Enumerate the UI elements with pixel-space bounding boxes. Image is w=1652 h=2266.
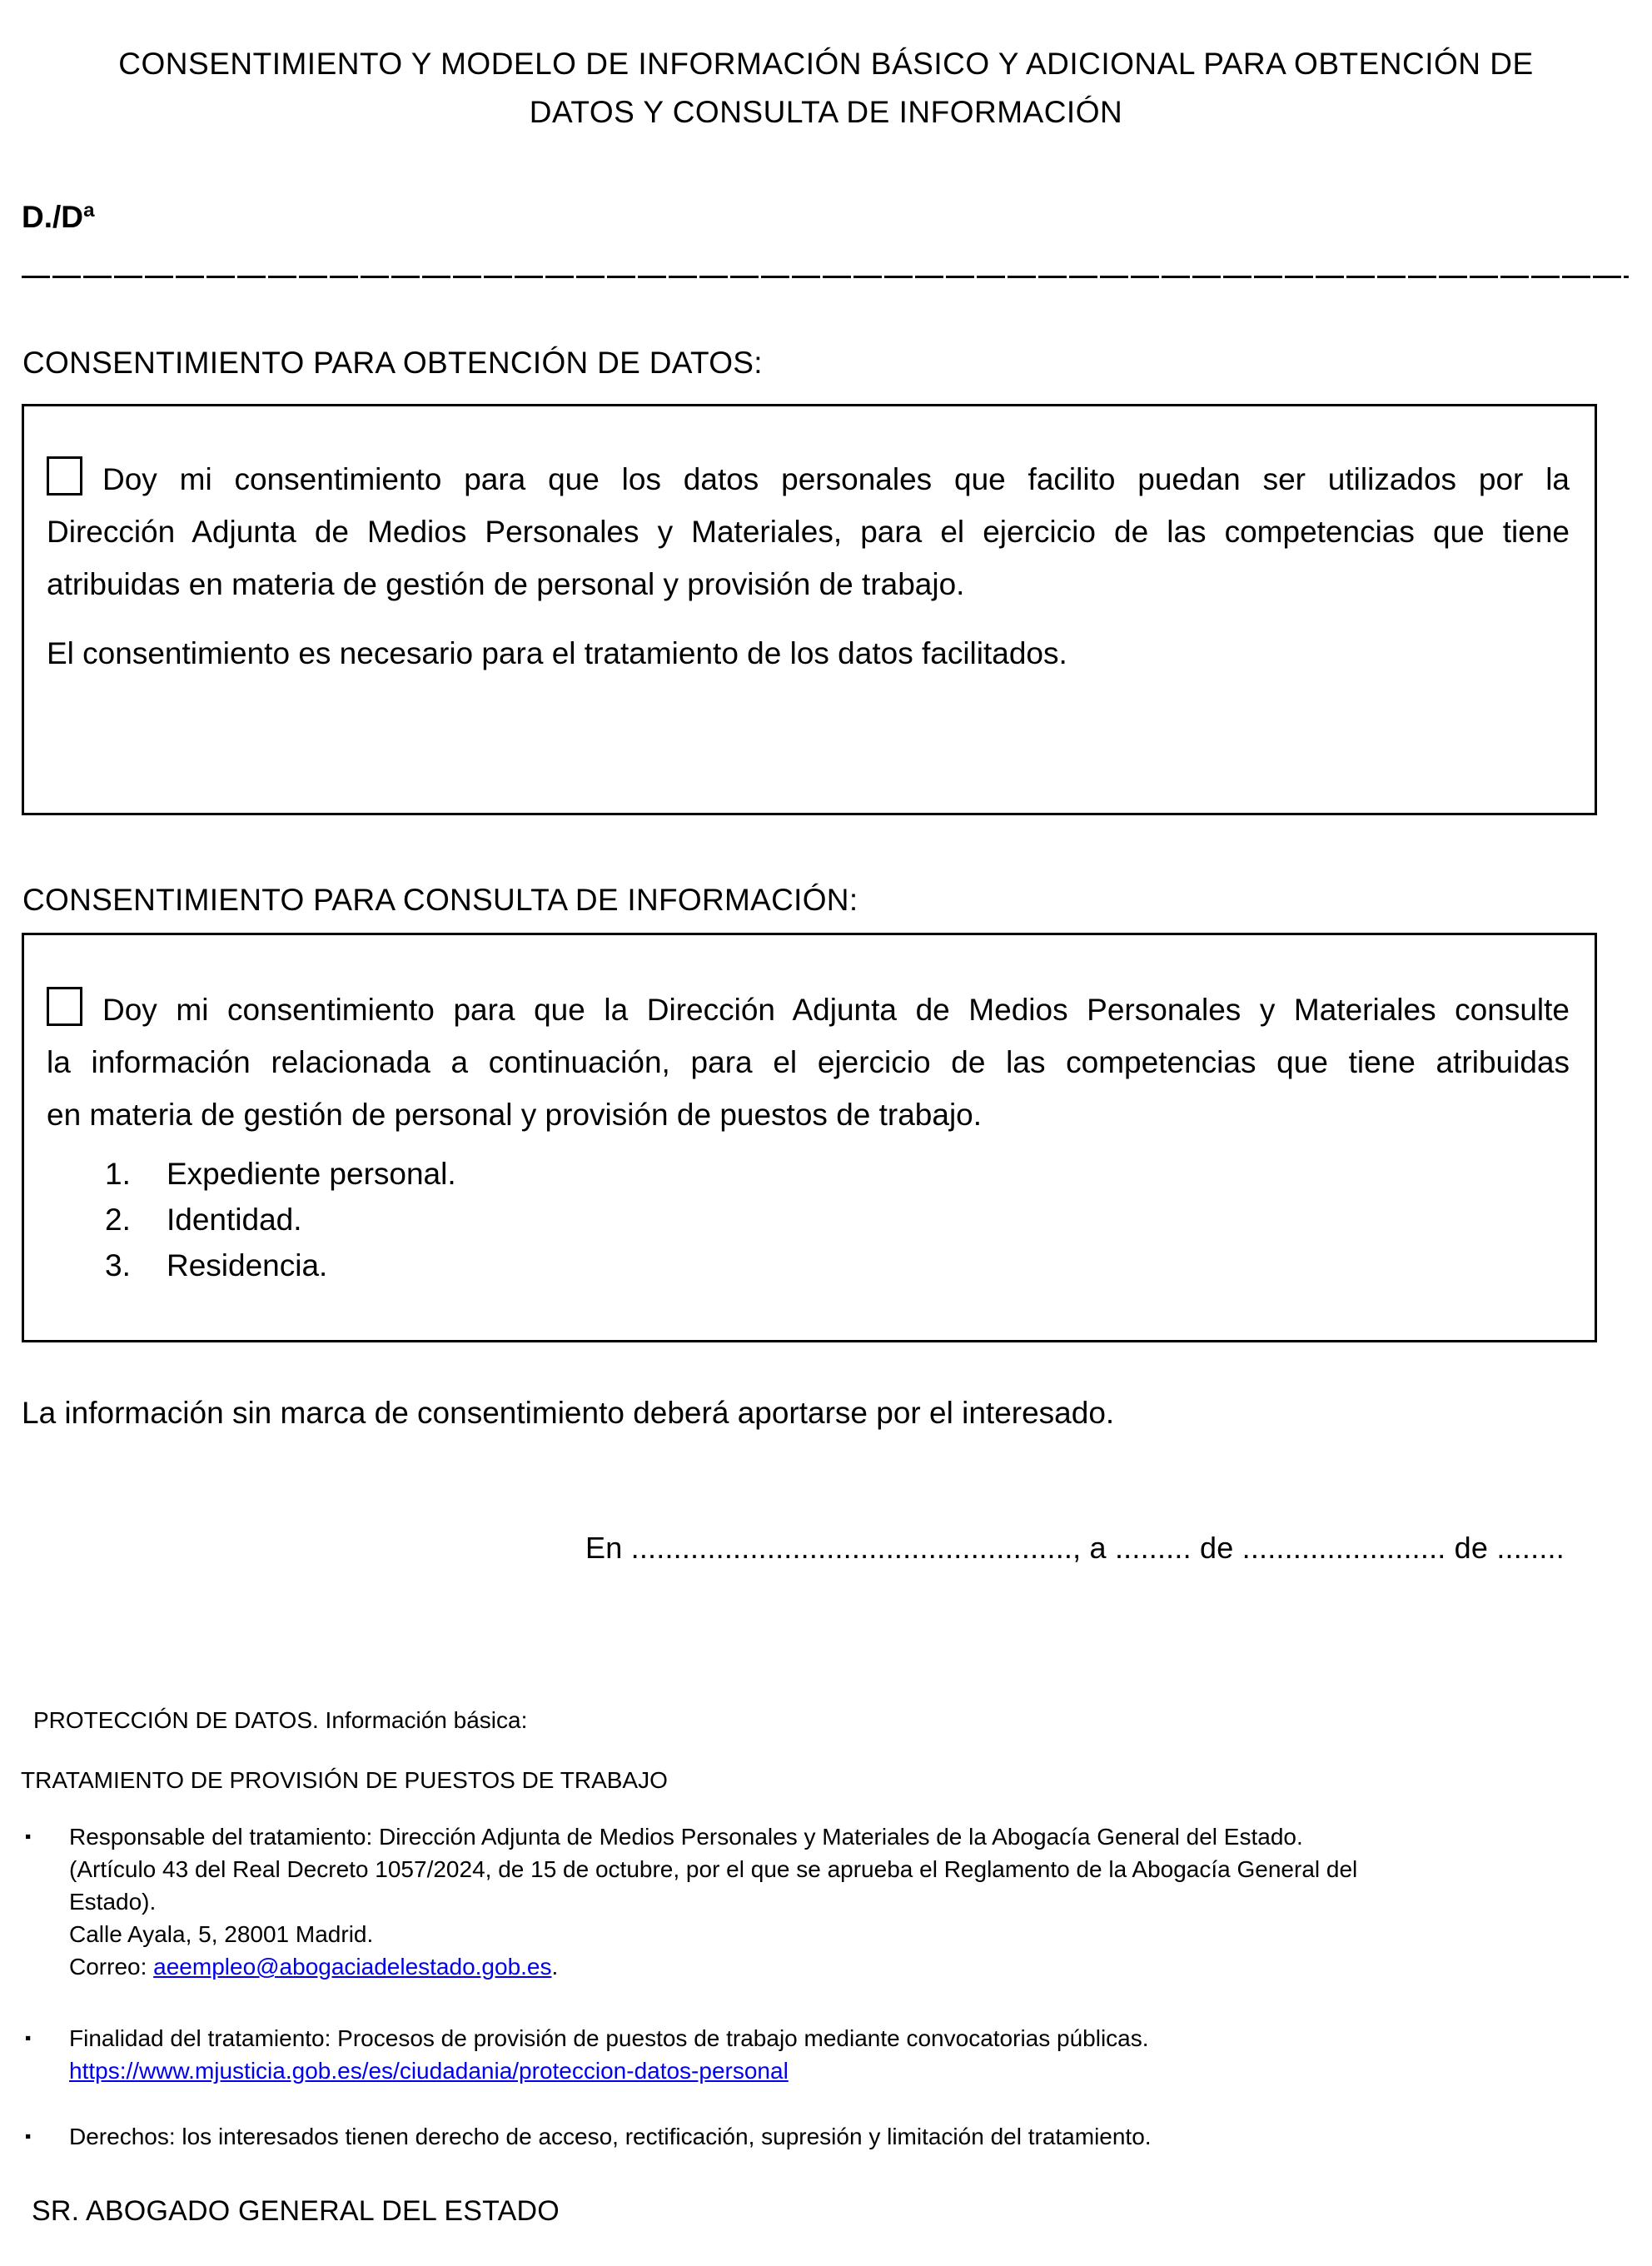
closing-addressee: SR. ABOGADO GENERAL DEL ESTADO	[32, 2195, 560, 2227]
consent-checkbox-obtencion[interactable]	[47, 456, 82, 496]
list-item	[105, 1151, 1570, 1197]
square-bullet-icon: ▪	[25, 2029, 32, 2048]
responsable-line2: (Artículo 43 del Real Decreto 1057/2024, de 15 de octubre, por el que se aprueba el Reglamento de la Abogacía General del	[69, 1856, 1358, 1882]
salutation-label: D./Dª	[22, 200, 95, 234]
obtencion-paragraph-line3: atribuidas en materia de gestión de personal y provisión de trabajo.	[47, 567, 965, 601]
list-item	[105, 1243, 1570, 1288]
obtencion-note: El consentimiento es necesario para el tratamiento de los datos facilitados.	[47, 636, 1067, 670]
email-link[interactable]: aeempleo@abogaciadelestado.gob.es	[153, 1954, 552, 1980]
list-item-label: Identidad.	[167, 1203, 302, 1237]
obtencion-paragraph-line2: Dirección Adjunta de Medios Personales y Materiales, para el ejercicio de las competencias que tiene	[47, 515, 1570, 549]
unmarked-info-note: La información sin marca de consentimiento deberá aportarse por el interesado.	[22, 1396, 1115, 1430]
responsable-line3: Estado).	[69, 1889, 157, 1915]
privacy-header: PROTECCIÓN DE DATOS. Información básica:	[33, 1707, 528, 1733]
consulta-paragraph-line1	[47, 984, 1570, 1036]
bullet-finalidad-body	[69, 2022, 1607, 2087]
responsable-line1: Responsable del tratamiento: Dirección Adjunta de Medios Personales y Materiales de la Abogacía General del Estado.	[69, 1824, 1303, 1850]
consent-box-consulta	[22, 933, 1597, 1342]
consulta-paragraph-line3: en materia de gestión de personal y provisión de puestos de trabajo.	[47, 1098, 983, 1132]
section-heading-consulta: CONSENTIMIENTO PARA CONSULTA DE INFORMACIÓN:	[22, 883, 858, 917]
consulta-line1-text: Doy mi consentimiento para que la Dirección Adjunta de Medios Personales y Materiales consulte	[102, 993, 1570, 1027]
finalidad-text: Finalidad del tratamiento: Procesos de provisión de puestos de trabajo mediante convocatorias públicas.	[69, 2025, 1149, 2051]
privacy-policy-link[interactable]: https://www.mjusticia.gob.es/es/ciudadania/proteccion-datos-personal	[69, 2058, 789, 2084]
privacy-bullet-list	[25, 1820, 1607, 2153]
list-item	[105, 1197, 1570, 1243]
obtencion-paragraph-line1	[47, 453, 1570, 505]
list-item-number: 2.	[105, 1203, 131, 1237]
list-item-number: 3.	[105, 1248, 131, 1282]
obtencion-line1-text: Doy mi consentimiento para que los datos personales que facilito puedan ser utilizados por la	[102, 462, 1570, 496]
bullet-responsable	[25, 1820, 1607, 1983]
bullet-finalidad	[25, 2022, 1607, 2087]
responsable-address: Calle Ayala, 5, 28001 Madrid.	[69, 1921, 374, 1947]
document-title-line1: CONSENTIMIENTO Y MODELO DE INFORMACIÓN BÁSICO Y ADICIONAL PARA OBTENCIÓN DE	[118, 47, 1534, 81]
square-bullet-icon: ▪	[25, 2127, 32, 2146]
list-item-label: Expediente personal.	[167, 1157, 456, 1191]
responsable-email-line	[69, 1950, 1607, 1983]
bullet-responsable-body	[69, 1820, 1607, 1983]
square-bullet-icon: ▪	[25, 1827, 32, 1846]
derechos-text: Derechos: los interesados tienen derecho de acceso, rectificación, supresión y limitación del tratamiento.	[69, 2124, 1152, 2149]
consent-checkbox-consulta[interactable]	[47, 987, 82, 1026]
email-label: Correo:	[69, 1954, 154, 1980]
list-item-label: Residencia.	[167, 1248, 328, 1282]
section-heading-obtencion: CONSENTIMIENTO PARA OBTENCIÓN DE DATOS:	[22, 346, 763, 380]
place-date-line: En ...................................................., a ......... de ........................ de ........	[585, 1531, 1565, 1565]
consent-box-obtencion	[22, 404, 1597, 815]
bullet-derechos	[25, 2120, 1607, 2153]
document-title-line2: DATOS Y CONSULTA DE INFORMACIÓN	[529, 95, 1123, 129]
list-item-number: 1.	[105, 1157, 131, 1191]
consulta-items-list	[105, 1151, 1570, 1288]
consulta-paragraph-line2: la información relacionada a continuación, para el ejercicio de las competencias que tiene atribuidas	[47, 1045, 1570, 1079]
email-suffix: .	[551, 1954, 559, 1980]
privacy-subheader: TRATAMIENTO DE PROVISIÓN DE PUESTOS DE TRABAJO	[21, 1767, 668, 1793]
name-fill-line	[22, 276, 1629, 278]
